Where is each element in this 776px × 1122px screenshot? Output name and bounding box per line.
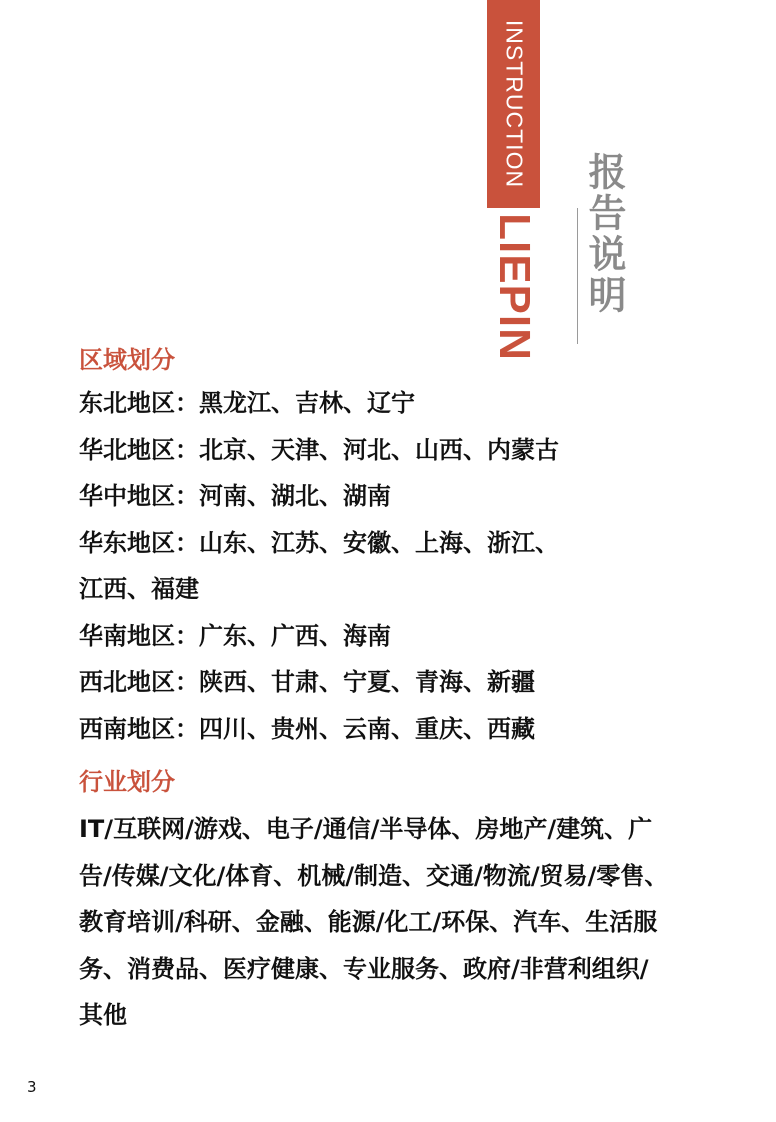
main-content (79, 340, 679, 1039)
instruction-label: INSTRUCTION (501, 19, 527, 189)
region-line: 东北地区：黑龙江、吉林、辽宁 (79, 389, 415, 417)
title-divider (577, 208, 578, 344)
page-title: 报告说明 (582, 152, 626, 316)
instruction-banner (487, 0, 540, 208)
region-list (79, 380, 679, 752)
industry-section-heading: 行业划分 (79, 768, 175, 796)
region-line: 江西、福建 (79, 575, 199, 603)
region-line: 西南地区：四川、贵州、云南、重庆、西藏 (79, 714, 535, 743)
region-line: 西北地区：陕西、甘肃、宁夏、青海、新疆 (79, 668, 535, 696)
region-line: 华南地区：广东、广西、海南 (79, 621, 391, 650)
section-gap (79, 754, 679, 762)
region-line: 华北地区：北京、天津、河北、山西、内蒙古 (79, 435, 559, 464)
industry-list: IT/互联网/游戏、电子/通信/半导体、房地产/建筑、广告/传媒/文化/体育、机械/制造、交通/物流/贸易/零售、教育培训/科研、金融、能源/化工/环保、汽车、生活服务、消费品、医疗健康、专业服务、政府/非营利组织/其他 (79, 815, 669, 1029)
region-line: 华中地区：河南、湖北、湖南 (79, 482, 391, 510)
brand-logo-text: LIEPIN (490, 213, 539, 361)
region-section-heading: 区域划分 (79, 346, 175, 374)
page-number: 3 (27, 1078, 37, 1096)
region-line: 华东地区：山东、江苏、安徽、上海、浙江、 (79, 528, 559, 557)
